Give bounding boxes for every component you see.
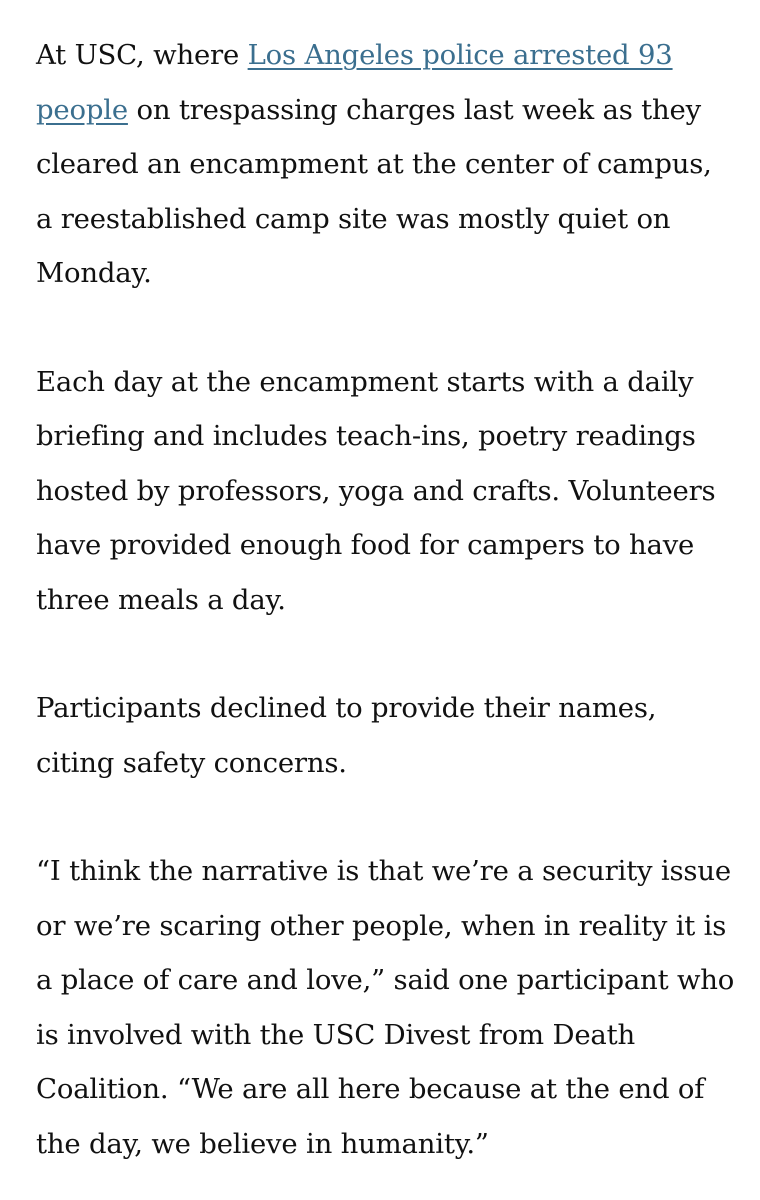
paragraph-participants-anonymous: Participants declined to provide their names, citing safety concerns. [36,692,657,779]
police-arrested-link[interactable]: Los Angeles police arrested 93 people [36,39,673,126]
paragraph-text-before-link: At USC, where [36,39,248,71]
article-body [36,28,736,1171]
paragraph-participant-quote: “I think the narrative is that we’re a security issue or we’re scaring other people, when in reality it is a place of care and love,” said one participant who is involved with the USC Divest from Death Coalition. “We are all here because at the end of the day, we believe in humanity.” [36,855,735,1160]
paragraph-usc-arrests [36,28,736,301]
paragraph-text-after-link: on trespassing charges last week as they cleared an encampment at the center of campus, a reestablished camp site was mostly quiet on Monday. [36,93,712,289]
paragraph-daily-activities: Each day at the encampment starts with a daily briefing and includes teach-ins, poetry readings hosted by professors, yoga and crafts. Volunteers have provided enough food for campers to have three meals a day. [36,365,716,616]
